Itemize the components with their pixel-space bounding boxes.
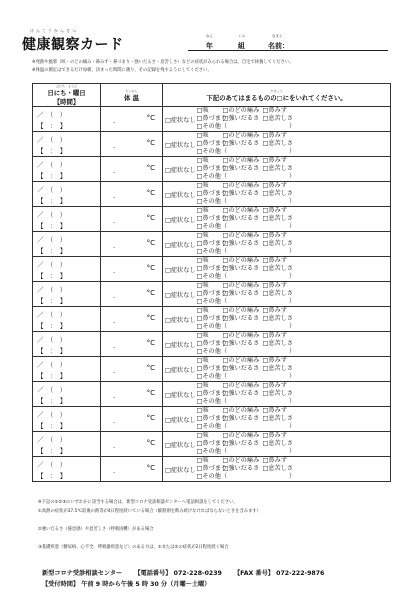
- header-symptoms: かきょう 下記のあてはまるものの□にをいれてください。: [163, 84, 391, 107]
- runny-nose-checkbox[interactable]: □鼻みず: [262, 382, 287, 389]
- decimal-point: .: [113, 342, 116, 350]
- temperature-cell[interactable]: [101, 407, 163, 432]
- temperature-cell[interactable]: [101, 307, 163, 332]
- symptom-checklist: [195, 257, 391, 282]
- ruby-nen: ねん: [206, 34, 213, 38]
- temperature-cell[interactable]: [101, 382, 163, 407]
- name-underline: [188, 50, 388, 51]
- date-time-cell[interactable]: [33, 357, 101, 382]
- symptom-checklist: [195, 432, 391, 457]
- date-time-cell[interactable]: [33, 307, 101, 332]
- no-symptom-checkbox[interactable]: □症状なし: [163, 457, 195, 482]
- sore-throat-checkbox[interactable]: □のどの痛み: [222, 207, 260, 214]
- note-line-2: ※体温の測定はできるだけ毎朝、決まった時間に測り、その記録を残すようにしてください。: [32, 68, 212, 73]
- stuffy-nose-checkbox[interactable]: □鼻づまり: [196, 190, 228, 197]
- stuffy-nose-checkbox[interactable]: □鼻づまり: [196, 440, 228, 447]
- ruby-kumi: くみ: [238, 34, 245, 38]
- symptom-checklist: [195, 282, 391, 307]
- symptom-checklist: [195, 157, 391, 182]
- celsius-unit: °C: [146, 164, 155, 172]
- date-weekday-field[interactable]: ／ （ ）: [37, 436, 67, 444]
- temperature-cell[interactable]: [101, 432, 163, 457]
- table-row: [33, 457, 391, 482]
- stuffy-nose-checkbox[interactable]: □鼻づまり: [196, 240, 228, 247]
- decimal-point: .: [113, 417, 116, 425]
- date-time-cell[interactable]: [33, 132, 101, 157]
- cough-checkbox[interactable]: □咳: [196, 157, 209, 164]
- temperature-cell[interactable]: [101, 207, 163, 232]
- table-row: [33, 382, 391, 407]
- fatigue-checkbox[interactable]: □強いだるさ: [222, 340, 260, 347]
- table-row: [33, 257, 391, 282]
- cough-checkbox[interactable]: □咳: [196, 182, 209, 189]
- celsius-unit: °C: [146, 414, 155, 422]
- runny-nose-checkbox[interactable]: □鼻みず: [262, 407, 287, 414]
- footer-line-4: ③基礎疾患（糖尿病、心不全、呼吸器疾患など）のある方は、①または②の症状が2日程度続く場合: [38, 545, 229, 550]
- tel-label: 【電話番号】: [134, 570, 172, 577]
- symptom-checklist: [195, 332, 391, 357]
- fatigue-checkbox[interactable]: □強いだるさ: [222, 190, 260, 197]
- runny-nose-checkbox[interactable]: □鼻みず: [262, 207, 287, 214]
- decimal-point: .: [113, 267, 116, 275]
- no-symptom-checkbox[interactable]: □症状なし: [163, 332, 195, 357]
- no-symptom-checkbox[interactable]: □症状なし: [163, 157, 195, 182]
- no-symptom-checkbox[interactable]: □症状なし: [163, 432, 195, 457]
- footer-line-1: ※下記の①②③のいずれかに該当する場合は、新型コロナ受診相談センターへ電話相談をしてください。: [38, 500, 238, 505]
- fatigue-checkbox[interactable]: □強いだるさ: [222, 165, 260, 172]
- table-row: [33, 232, 391, 257]
- no-symptom-checkbox[interactable]: □症状なし: [163, 207, 195, 232]
- no-symptom-checkbox[interactable]: □症状なし: [163, 382, 195, 407]
- fatigue-checkbox[interactable]: □強いだるさ: [222, 465, 260, 472]
- no-symptom-checkbox[interactable]: □症状なし: [163, 182, 195, 207]
- ruby-namae: なまえ: [272, 34, 283, 38]
- breathing-difficulty-checkbox[interactable]: □息苦しさ: [262, 165, 294, 172]
- temperature-cell[interactable]: [101, 332, 163, 357]
- other-symptom-checkbox[interactable]: □その他（ ）: [196, 123, 296, 130]
- temperature-cell[interactable]: [101, 357, 163, 382]
- cough-checkbox[interactable]: □咳: [196, 232, 209, 239]
- celsius-unit: °C: [146, 264, 155, 272]
- fatigue-checkbox[interactable]: □強いだるさ: [222, 440, 260, 447]
- date-time-cell[interactable]: [33, 182, 101, 207]
- page-title: 健康観察カード: [22, 37, 124, 53]
- no-symptom-checkbox[interactable]: □症状なし: [163, 307, 195, 332]
- stuffy-nose-checkbox[interactable]: □鼻づまり: [196, 315, 228, 322]
- fatigue-checkbox[interactable]: □強いだるさ: [222, 140, 260, 147]
- date-time-cell[interactable]: [33, 432, 101, 457]
- time-field[interactable]: 【 ： 】: [37, 147, 67, 155]
- symptom-checklist: [195, 182, 391, 207]
- breathing-difficulty-checkbox[interactable]: □息苦しさ: [262, 440, 294, 447]
- runny-nose-checkbox[interactable]: □鼻みず: [262, 432, 287, 439]
- date-weekday-field[interactable]: ／ （ ）: [37, 161, 67, 169]
- decimal-point: .: [113, 392, 116, 400]
- name-label: 名前：: [268, 42, 289, 50]
- celsius-unit: °C: [146, 439, 155, 447]
- other-symptom-checkbox[interactable]: □その他（ ）: [196, 298, 296, 305]
- celsius-unit: °C: [146, 389, 155, 397]
- date-time-cell[interactable]: [33, 282, 101, 307]
- stuffy-nose-checkbox[interactable]: □鼻づまり: [196, 265, 228, 272]
- other-symptom-checkbox[interactable]: □その他（ ）: [196, 173, 296, 180]
- breathing-difficulty-checkbox[interactable]: □息苦しさ: [262, 215, 294, 222]
- breathing-difficulty-checkbox[interactable]: □息苦しさ: [262, 240, 294, 247]
- runny-nose-checkbox[interactable]: □鼻みず: [262, 282, 287, 289]
- temperature-cell[interactable]: [101, 157, 163, 182]
- table-row: [33, 432, 391, 457]
- date-weekday-field[interactable]: ／ （ ）: [37, 261, 67, 269]
- temperature-cell[interactable]: [101, 232, 163, 257]
- date-time-cell[interactable]: [33, 207, 101, 232]
- fatigue-checkbox[interactable]: □強いだるさ: [222, 365, 260, 372]
- symptom-checklist: [195, 357, 391, 382]
- title-ruby: けんこうかんさつ: [30, 28, 78, 33]
- runny-nose-checkbox[interactable]: □鼻みず: [262, 257, 287, 264]
- fax-number: 072-222-9876: [276, 570, 325, 577]
- time-field[interactable]: 【 ： 】: [37, 222, 67, 230]
- hours-label: 【受付時間】: [42, 581, 80, 588]
- table-row: [33, 357, 391, 382]
- stuffy-nose-checkbox[interactable]: □鼻づまり: [196, 290, 228, 297]
- stuffy-nose-checkbox[interactable]: □鼻づまり: [196, 115, 228, 122]
- time-field[interactable]: 【 ： 】: [37, 322, 67, 330]
- breathing-difficulty-checkbox[interactable]: □息苦しさ: [262, 415, 294, 422]
- decimal-point: .: [113, 167, 116, 175]
- other-symptom-checkbox[interactable]: □その他（ ）: [196, 473, 296, 480]
- date-weekday-field[interactable]: ／ （ ）: [37, 461, 67, 469]
- health-log-table: [32, 83, 391, 482]
- fatigue-checkbox[interactable]: □強いだるさ: [222, 390, 260, 397]
- time-field[interactable]: 【 ： 】: [37, 122, 67, 130]
- other-symptom-checkbox[interactable]: □その他（ ）: [196, 323, 296, 330]
- sore-throat-checkbox[interactable]: □のどの痛み: [222, 432, 260, 439]
- celsius-unit: °C: [146, 364, 155, 372]
- runny-nose-checkbox[interactable]: □鼻みず: [262, 132, 287, 139]
- header-date: ひにち ようび 日にち・曜日 【時間】: [33, 84, 101, 107]
- table-row: [33, 207, 391, 232]
- sore-throat-checkbox[interactable]: □のどの痛み: [222, 257, 260, 264]
- stuffy-nose-checkbox[interactable]: □鼻づまり: [196, 165, 228, 172]
- date-time-cell[interactable]: [33, 107, 101, 132]
- decimal-point: .: [113, 242, 116, 250]
- class-label: 組: [238, 42, 245, 50]
- stuffy-nose-checkbox[interactable]: □鼻づまり: [196, 215, 228, 222]
- fatigue-checkbox[interactable]: □強いだるさ: [222, 265, 260, 272]
- celsius-unit: °C: [146, 314, 155, 322]
- date-weekday-field[interactable]: ／ （ ）: [37, 286, 67, 294]
- sore-throat-checkbox[interactable]: □のどの痛み: [222, 182, 260, 189]
- celsius-unit: °C: [146, 239, 155, 247]
- temperature-cell[interactable]: [101, 257, 163, 282]
- fatigue-checkbox[interactable]: □強いだるさ: [222, 215, 260, 222]
- time-field[interactable]: 【 ： 】: [37, 272, 67, 280]
- decimal-point: .: [113, 317, 116, 325]
- breathing-difficulty-checkbox[interactable]: □息苦しさ: [262, 190, 294, 197]
- other-symptom-checkbox[interactable]: □その他（ ）: [196, 373, 296, 380]
- no-symptom-checkbox[interactable]: □症状なし: [163, 282, 195, 307]
- breathing-difficulty-checkbox[interactable]: □息苦しさ: [262, 290, 294, 297]
- time-field[interactable]: 【 ： 】: [37, 397, 67, 405]
- celsius-unit: °C: [146, 289, 155, 297]
- date-time-cell[interactable]: [33, 257, 101, 282]
- symptom-checklist: [195, 307, 391, 332]
- date-time-cell[interactable]: [33, 157, 101, 182]
- time-field[interactable]: 【 ： 】: [37, 472, 67, 480]
- cough-checkbox[interactable]: □咳: [196, 432, 209, 439]
- stuffy-nose-checkbox[interactable]: □鼻づまり: [196, 365, 228, 372]
- footer-line-3: ②強いだるさ（倦怠感）や息苦しさ（呼吸困難）がある場合: [38, 527, 154, 532]
- celsius-unit: °C: [146, 189, 155, 197]
- time-field[interactable]: 【 ： 】: [37, 197, 67, 205]
- sore-throat-checkbox[interactable]: □のどの痛み: [222, 457, 260, 464]
- note-line-1: ※発熱や風邪（咳・のどの痛み・鼻みず・鼻づまり・強いだるさ・息苦しさ）などの症状がみられる場合は、自宅で休養してください。: [32, 60, 294, 65]
- date-time-cell[interactable]: [33, 407, 101, 432]
- celsius-unit: °C: [146, 464, 155, 472]
- runny-nose-checkbox[interactable]: □鼻みず: [262, 457, 287, 464]
- time-field[interactable]: 【 ： 】: [37, 422, 67, 430]
- reception-hours: [42, 579, 210, 588]
- cough-checkbox[interactable]: □咳: [196, 407, 209, 414]
- hours-value: 午前 9 時から午後 5 時 30 分（月曜～土曜）: [81, 581, 211, 588]
- table-row: [33, 132, 391, 157]
- decimal-point: .: [113, 217, 116, 225]
- sore-throat-checkbox[interactable]: □のどの痛み: [222, 282, 260, 289]
- symptom-checklist: [195, 457, 391, 482]
- table-row: [33, 157, 391, 182]
- decimal-point: .: [113, 442, 116, 450]
- decimal-point: .: [113, 467, 116, 475]
- no-symptom-checkbox[interactable]: □症状なし: [163, 407, 195, 432]
- time-field[interactable]: 【 ： 】: [37, 172, 67, 180]
- sore-throat-checkbox[interactable]: □のどの痛み: [222, 357, 260, 364]
- decimal-point: .: [113, 367, 116, 375]
- symptom-checklist: [195, 107, 391, 132]
- symptom-checklist: [195, 232, 391, 257]
- sore-throat-checkbox[interactable]: □のどの痛み: [222, 107, 260, 114]
- other-symptom-checkbox[interactable]: □その他（ ）: [196, 273, 296, 280]
- date-weekday-field[interactable]: ／ （ ）: [37, 336, 67, 344]
- no-symptom-checkbox[interactable]: □症状なし: [163, 357, 195, 382]
- cough-checkbox[interactable]: □咳: [196, 307, 209, 314]
- table-header: [33, 84, 391, 107]
- no-symptom-checkbox[interactable]: □症状なし: [163, 107, 195, 132]
- cough-checkbox[interactable]: □咳: [196, 207, 209, 214]
- fatigue-checkbox[interactable]: □強いだるさ: [222, 115, 260, 122]
- table-row: [33, 307, 391, 332]
- date-weekday-field[interactable]: ／ （ ）: [37, 211, 67, 219]
- header-temperature: たいおん 体 温: [101, 84, 163, 107]
- other-symptom-checkbox[interactable]: □その他（ ）: [196, 223, 296, 230]
- temperature-cell[interactable]: [101, 182, 163, 207]
- stuffy-nose-checkbox[interactable]: □鼻づまり: [196, 140, 228, 147]
- decimal-point: .: [113, 292, 116, 300]
- celsius-unit: °C: [146, 339, 155, 347]
- breathing-difficulty-checkbox[interactable]: □息苦しさ: [262, 140, 294, 147]
- cough-checkbox[interactable]: □咳: [196, 332, 209, 339]
- sore-throat-checkbox[interactable]: □のどの痛み: [222, 132, 260, 139]
- other-symptom-checkbox[interactable]: □その他（ ）: [196, 448, 296, 455]
- sore-throat-checkbox[interactable]: □のどの痛み: [222, 307, 260, 314]
- table-row: [33, 332, 391, 357]
- no-symptom-checkbox[interactable]: □症状なし: [163, 132, 195, 157]
- decimal-point: .: [113, 142, 116, 150]
- decimal-point: .: [113, 117, 116, 125]
- stuffy-nose-checkbox[interactable]: □鼻づまり: [196, 415, 228, 422]
- other-symptom-checkbox[interactable]: □その他（ ）: [196, 148, 296, 155]
- other-symptom-checkbox[interactable]: □その他（ ）: [196, 348, 296, 355]
- sore-throat-checkbox[interactable]: □のどの痛み: [222, 407, 260, 414]
- cough-checkbox[interactable]: □咳: [196, 282, 209, 289]
- temperature-cell[interactable]: [101, 457, 163, 482]
- breathing-difficulty-checkbox[interactable]: □息苦しさ: [262, 365, 294, 372]
- time-field[interactable]: 【 ： 】: [37, 372, 67, 380]
- breathing-difficulty-checkbox[interactable]: □息苦しさ: [262, 315, 294, 322]
- breathing-difficulty-checkbox[interactable]: □息苦しさ: [262, 390, 294, 397]
- temperature-cell[interactable]: [101, 132, 163, 157]
- fatigue-checkbox[interactable]: □強いだるさ: [222, 240, 260, 247]
- no-symptom-checkbox[interactable]: □症状なし: [163, 257, 195, 282]
- grade-label: 年: [206, 42, 213, 50]
- runny-nose-checkbox[interactable]: □鼻みず: [262, 157, 287, 164]
- table-row: [33, 107, 391, 132]
- symptom-checklist: [195, 407, 391, 432]
- temperature-cell[interactable]: [101, 107, 163, 132]
- breathing-difficulty-checkbox[interactable]: □息苦しさ: [262, 115, 294, 122]
- time-field[interactable]: 【 ： 】: [37, 447, 67, 455]
- sore-throat-checkbox[interactable]: □のどの痛み: [222, 332, 260, 339]
- date-weekday-field[interactable]: ／ （ ）: [37, 186, 67, 194]
- decimal-point: .: [113, 192, 116, 200]
- runny-nose-checkbox[interactable]: □鼻みず: [262, 232, 287, 239]
- breathing-difficulty-checkbox[interactable]: □息苦しさ: [262, 340, 294, 347]
- date-weekday-field[interactable]: ／ （ ）: [37, 136, 67, 144]
- table-row: [33, 407, 391, 432]
- table-row: [33, 182, 391, 207]
- no-symptom-checkbox[interactable]: □症状なし: [163, 232, 195, 257]
- time-field[interactable]: 【 ： 】: [37, 247, 67, 255]
- date-time-cell[interactable]: [33, 457, 101, 482]
- date-time-cell[interactable]: [33, 332, 101, 357]
- celsius-unit: °C: [146, 139, 155, 147]
- date-weekday-field[interactable]: ／ （ ）: [37, 236, 67, 244]
- sore-throat-checkbox[interactable]: □のどの痛み: [222, 157, 260, 164]
- time-field[interactable]: 【 ： 】: [37, 297, 67, 305]
- other-symptom-checkbox[interactable]: □その他（ ）: [196, 423, 296, 430]
- fax-label: 【FAX 番号】: [234, 570, 274, 577]
- cough-checkbox[interactable]: □咳: [196, 382, 209, 389]
- footer-line-2: ①高熱の症状が37.5℃前後の熱等が4日程度続いている場合（解熱剤を飲み続けなければならないときを含みます）: [38, 509, 261, 514]
- runny-nose-checkbox[interactable]: □鼻みず: [262, 182, 287, 189]
- stuffy-nose-checkbox[interactable]: □鼻づまり: [196, 340, 228, 347]
- date-weekday-field[interactable]: ／ （ ）: [37, 311, 67, 319]
- fatigue-checkbox[interactable]: □強いだるさ: [222, 315, 260, 322]
- cough-checkbox[interactable]: □咳: [196, 132, 209, 139]
- date-weekday-field[interactable]: ／ （ ）: [37, 111, 67, 119]
- symptom-checklist: [195, 207, 391, 232]
- breathing-difficulty-checkbox[interactable]: □息苦しさ: [262, 265, 294, 272]
- symptom-checklist: [195, 382, 391, 407]
- tel-number[interactable]: 072-228-0239: [173, 570, 222, 577]
- date-time-cell[interactable]: [33, 232, 101, 257]
- time-field[interactable]: 【 ： 】: [37, 347, 67, 355]
- date-time-cell[interactable]: [33, 382, 101, 407]
- date-weekday-field[interactable]: ／ （ ）: [37, 411, 67, 419]
- celsius-unit: °C: [146, 114, 155, 122]
- celsius-unit: °C: [146, 214, 155, 222]
- sore-throat-checkbox[interactable]: □のどの痛み: [222, 382, 260, 389]
- stuffy-nose-checkbox[interactable]: □鼻づまり: [196, 390, 228, 397]
- fatigue-checkbox[interactable]: □強いだるさ: [222, 415, 260, 422]
- other-symptom-checkbox[interactable]: □その他（ ）: [196, 198, 296, 205]
- breathing-difficulty-checkbox[interactable]: □息苦しさ: [262, 465, 294, 472]
- symptom-checklist: [195, 132, 391, 157]
- center-name: 新型コロナ受診相談センター: [42, 570, 123, 577]
- runny-nose-checkbox[interactable]: □鼻みず: [262, 357, 287, 364]
- fatigue-checkbox[interactable]: □強いだるさ: [222, 290, 260, 297]
- cough-checkbox[interactable]: □咳: [196, 257, 209, 264]
- cough-checkbox[interactable]: □咳: [196, 357, 209, 364]
- other-symptom-checkbox[interactable]: □その他（ ）: [196, 398, 296, 405]
- other-symptom-checkbox[interactable]: □その他（ ）: [196, 248, 296, 255]
- runny-nose-checkbox[interactable]: □鼻みず: [262, 332, 287, 339]
- date-weekday-field[interactable]: ／ （ ）: [37, 386, 67, 394]
- stuffy-nose-checkbox[interactable]: □鼻づまり: [196, 465, 228, 472]
- temperature-cell[interactable]: [101, 282, 163, 307]
- sore-throat-checkbox[interactable]: □のどの痛み: [222, 232, 260, 239]
- consult-center-info: [42, 568, 324, 577]
- cough-checkbox[interactable]: □咳: [196, 107, 209, 114]
- runny-nose-checkbox[interactable]: □鼻みず: [262, 307, 287, 314]
- table-row: [33, 282, 391, 307]
- runny-nose-checkbox[interactable]: □鼻みず: [262, 107, 287, 114]
- date-weekday-field[interactable]: ／ （ ）: [37, 361, 67, 369]
- cough-checkbox[interactable]: □咳: [196, 457, 209, 464]
